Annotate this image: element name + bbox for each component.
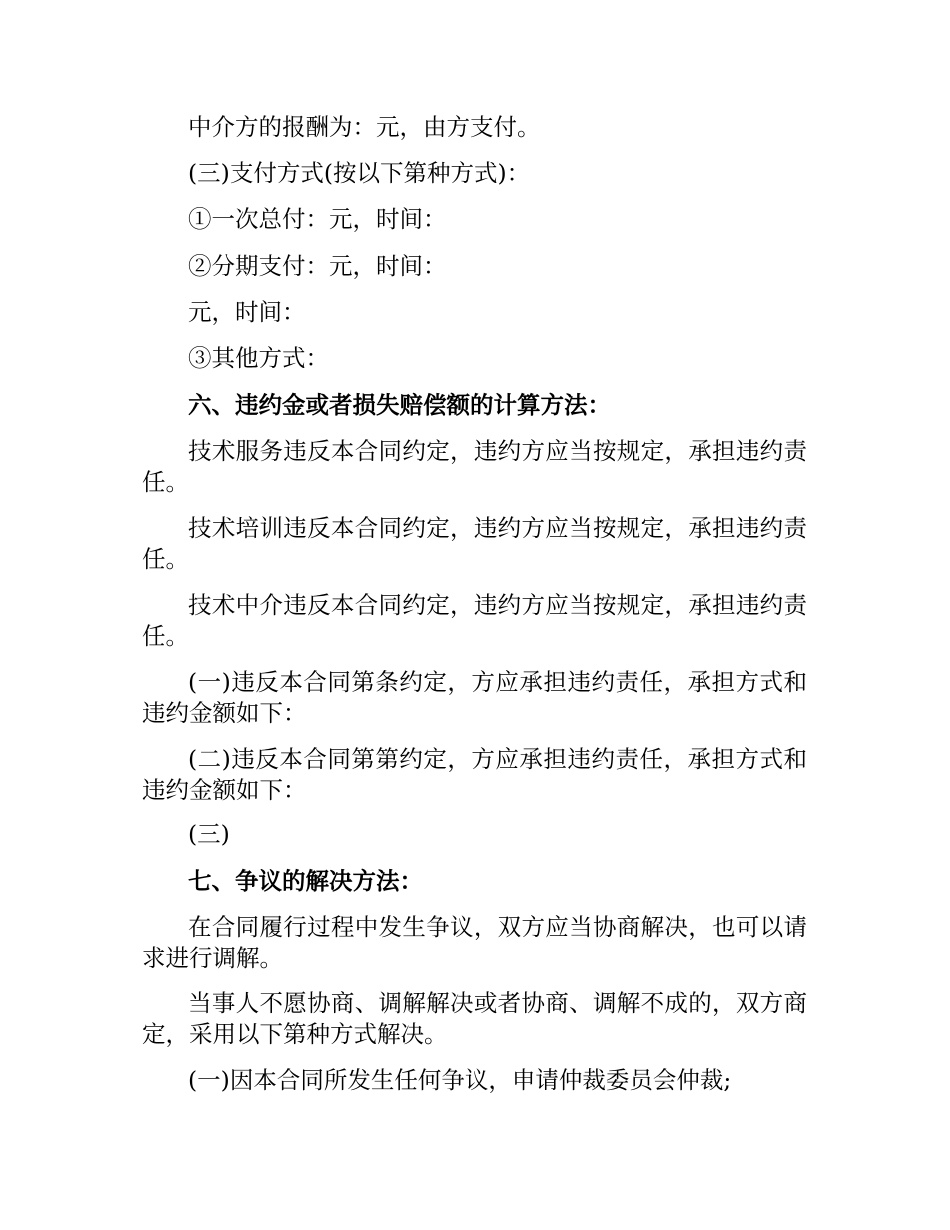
paragraph: 中介方的报酬为：元，由方支付。 (188, 113, 541, 141)
paragraph: (一)因本合同所发生任何争议，申请仲裁委员会仲裁; (188, 1066, 732, 1094)
paragraph: ②分期支付：元，时间： (188, 252, 447, 280)
section-heading: 七、争议的解决方法： (188, 867, 423, 895)
paragraph: 技术培训违反本合同约定，违约方应当按规定，承担违约责任。 (142, 514, 807, 573)
section-heading: 六、违约金或者损失赔偿额的计算方法： (188, 391, 611, 419)
paragraph: 元，时间： (188, 298, 306, 326)
paragraph: (三)支付方式(按以下第种方式)： (188, 159, 531, 187)
paragraph: 技术服务违反本合同约定，违约方应当按规定，承担违约责任。 (142, 437, 807, 496)
paragraph: ③其他方式： (188, 344, 329, 372)
paragraph: 当事人不愿协商、调解解决或者协商、调解不成的，双方商定，采用以下第种方式解决。 (142, 989, 807, 1048)
paragraph: (一)违反本合同第条约定，方应承担违约责任，承担方式和违约金额如下： (142, 668, 807, 727)
paragraph: (三) (188, 820, 230, 848)
paragraph: 在合同履行过程中发生争议，双方应当协商解决，也可以请求进行调解。 (142, 913, 807, 972)
paragraph: 技术中介违反本合同约定，违约方应当按规定，承担违约责任。 (142, 591, 807, 650)
paragraph: (二)违反本合同第第约定，方应承担违约责任，承担方式和违约金额如下： (142, 745, 807, 804)
paragraph: ①一次总付：元，时间： (188, 205, 447, 233)
